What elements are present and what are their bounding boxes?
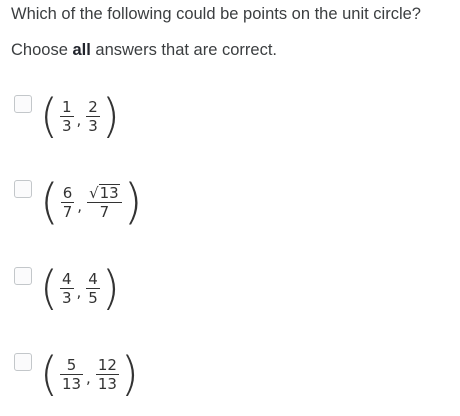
checkbox-choice-1[interactable] [14,95,32,113]
numerator: 12 [97,355,117,374]
choice-4-expression [40,347,139,401]
fraction-y [86,98,100,135]
numerator: 6 [62,183,73,202]
close-paren: ) [101,261,120,315]
fraction-x [60,98,74,135]
fraction-y [86,270,100,307]
comma: , [77,197,83,215]
instruction-text [11,39,277,61]
denominator: 13 [97,374,117,393]
denominator: 3 [88,116,98,135]
instruction-bold: all [72,41,91,59]
numerator: 4 [61,269,72,288]
close-paren: ) [123,174,143,230]
fraction-x [60,356,83,393]
denominator: 3 [61,288,72,307]
choice-3[interactable] [14,261,120,315]
choice-2-expression [40,174,143,230]
denominator: 13 [61,374,82,393]
denominator: 3 [61,116,72,135]
choice-1[interactable] [14,89,120,143]
radicand: 13 [99,183,119,202]
fraction-y [87,184,122,221]
choice-4[interactable] [14,347,139,401]
close-paren: ) [120,347,139,401]
comma: , [76,111,82,129]
comma: , [86,369,91,387]
fraction-y [96,356,119,393]
fraction-x [60,270,74,307]
checkbox-choice-3[interactable] [14,267,32,285]
checkbox-choice-4[interactable] [14,353,32,371]
numerator: 1 [61,97,72,116]
denominator: 7 [62,202,73,221]
numerator: 2 [88,97,98,116]
instruction-prefix: Choose [11,41,73,59]
numerator: 4 [88,269,98,288]
question-text: Which of the following could be points on the unit circle? [11,5,421,23]
open-paren: ( [40,174,59,230]
open-paren: ( [40,89,58,143]
choice-1-expression [40,89,120,143]
fraction-x [61,184,75,221]
open-paren: ( [40,261,58,315]
open-paren: ( [40,347,58,401]
checkbox-choice-2[interactable] [14,180,32,198]
denominator: 5 [88,288,98,307]
close-paren: ) [101,89,120,143]
denominator: 7 [99,202,110,221]
numerator: 5 [66,355,77,374]
choice-2[interactable] [14,174,143,230]
sqrt-sign: √ [89,183,99,202]
choice-3-expression [40,261,120,315]
instruction-suffix: answers that are correct. [90,41,277,59]
numerator-sqrt [87,184,122,202]
comma: , [76,283,82,301]
